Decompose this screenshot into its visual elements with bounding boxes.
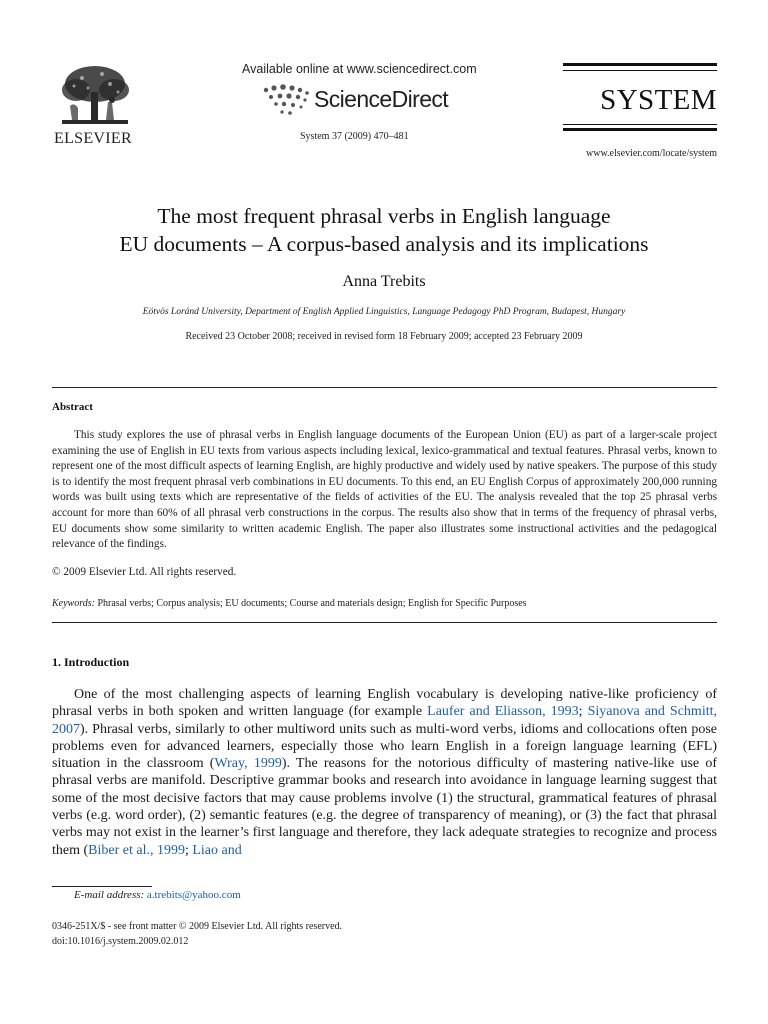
- section-divider: [52, 622, 717, 623]
- article-title: [40, 202, 728, 258]
- citation-link[interactable]: Laufer and Eliasson, 1993: [427, 704, 579, 720]
- section-heading-introduction: 1. Introduction: [52, 655, 130, 669]
- body-text: ;: [184, 842, 193, 858]
- doi-line: doi:10.1016/j.system.2009.02.012: [52, 936, 189, 947]
- journal-url-link[interactable]: www.elsevier.com/locate/system: [586, 148, 717, 159]
- email-label: E-mail address:: [74, 889, 145, 901]
- keywords-list: Phrasal verbs; Corpus analysis; EU documents; Course and materials design; English for Specific Purposes: [97, 598, 527, 609]
- issn-line: 0346-251X/$ - see front matter © 2009 Elsevier Ltd. All rights reserved.: [52, 921, 343, 932]
- publisher-name: ELSEVIER: [54, 130, 132, 147]
- body-text: ). Phrasal verbs, similarly to other multiword units such as multi-word verbs, idioms and collocations often pose problems even for advanced learners, especially those who learn English in a foreign language learning (EFL) situation in the classroom (: [52, 721, 717, 772]
- sciencedirect-wordmark: ScienceDirect: [314, 86, 449, 112]
- author-name: Anna Trebits: [342, 273, 426, 290]
- abstract-paragraph: This study explores the use of phrasal verbs in English language documents of the European Union (EU) as part of a larger-scale project examining the use of English in EU texts from various aspects including lexical, lexico-grammatical and textual features. Phrasal verbs, known to represent one of the most difficult aspects of learning English, are highly productive and widely used by native speakers. The purpose of this study is to identify the most frequent phrasal verb combinations in EU documents. To this end, an EU English Corpus of approximately 200,000 running words was built using texts which are representative of the fields of activities of the EU. The analysis revealed that the top 25 phrasal verbs account for more than 60% of all phrasal verb constructions in the corpus. The results also show that in terms of the frequency of phrasal verbs, EU documents show some similarity to written academic English. The paper also illustrates some instructional activities and the pedagogical relevance of the findings.: [52, 429, 717, 551]
- body-text: ). The reasons for the notorious difficulty of mastering native-like use of phrasal verbs are manifold. Descriptive grammar books and research into avoidance in language learning suggest that some of the most decisive factors that may cause problems involve (1) the structural, grammatical features of phrasal verbs (e.g. word order), (2) semantic features (e.g. the degree of transparency of meaning), or (3) the fact that phrasal verbs may not exist in the learner’s first language and therefore, they lack adequate strategies to recognize and process them (: [52, 756, 717, 858]
- citation-link[interactable]: Wray, 1999: [214, 756, 282, 772]
- section-divider: [52, 387, 717, 388]
- masthead-rule: [563, 70, 717, 71]
- body-text: One of the most challenging aspects of learning English vocabulary is developing native-like proficiency of phrasal verbs in both spoken and written language (for example: [52, 687, 717, 720]
- available-online-text: Available online at www.sciencedirect.com: [242, 62, 477, 76]
- abstract-body: [52, 428, 717, 553]
- footnote-rule: [52, 886, 152, 887]
- article-title-line: EU documents – A corpus-based analysis and its implications: [119, 232, 649, 256]
- masthead-rule: [563, 124, 717, 125]
- journal-citation: System 37 (2009) 470–481: [300, 131, 409, 142]
- keywords-line: [52, 598, 717, 609]
- citation-link[interactable]: Biber et al., 1999: [88, 842, 185, 858]
- email-link[interactable]: a.trebits@yahoo.com: [146, 889, 241, 901]
- elsevier-logo: [52, 62, 138, 148]
- masthead-rule: [563, 128, 717, 131]
- citation-link[interactable]: Siyanova and Schmitt, 2007: [52, 704, 717, 737]
- journal-title: SYSTEM: [600, 84, 717, 116]
- sciencedirect-logo: [262, 84, 482, 118]
- citation-link[interactable]: Liao and: [192, 842, 242, 858]
- article-title-line: The most frequent phrasal verbs in English language: [157, 204, 611, 228]
- introduction-paragraph: [52, 686, 717, 859]
- sciencedirect-dots-icon: [262, 84, 312, 118]
- elsevier-tree-icon: [52, 62, 138, 128]
- footnote-email: [52, 889, 241, 901]
- article-history-dates: Received 23 October 2008; received in revised form 18 February 2009; accepted 23 February 2009: [185, 331, 583, 342]
- abstract-heading: Abstract: [52, 401, 93, 413]
- keywords-label: Keywords:: [52, 598, 95, 609]
- body-text: ;: [578, 704, 588, 720]
- masthead-rule: [563, 63, 717, 66]
- abstract-copyright: © 2009 Elsevier Ltd. All rights reserved.: [52, 566, 237, 578]
- introduction-body: [52, 686, 717, 859]
- author-affiliation: Eötvös Loránd University, Department of English Applied Linguistics, Language Pedagogy PhD Program, Budapest, Hungary: [142, 307, 626, 317]
